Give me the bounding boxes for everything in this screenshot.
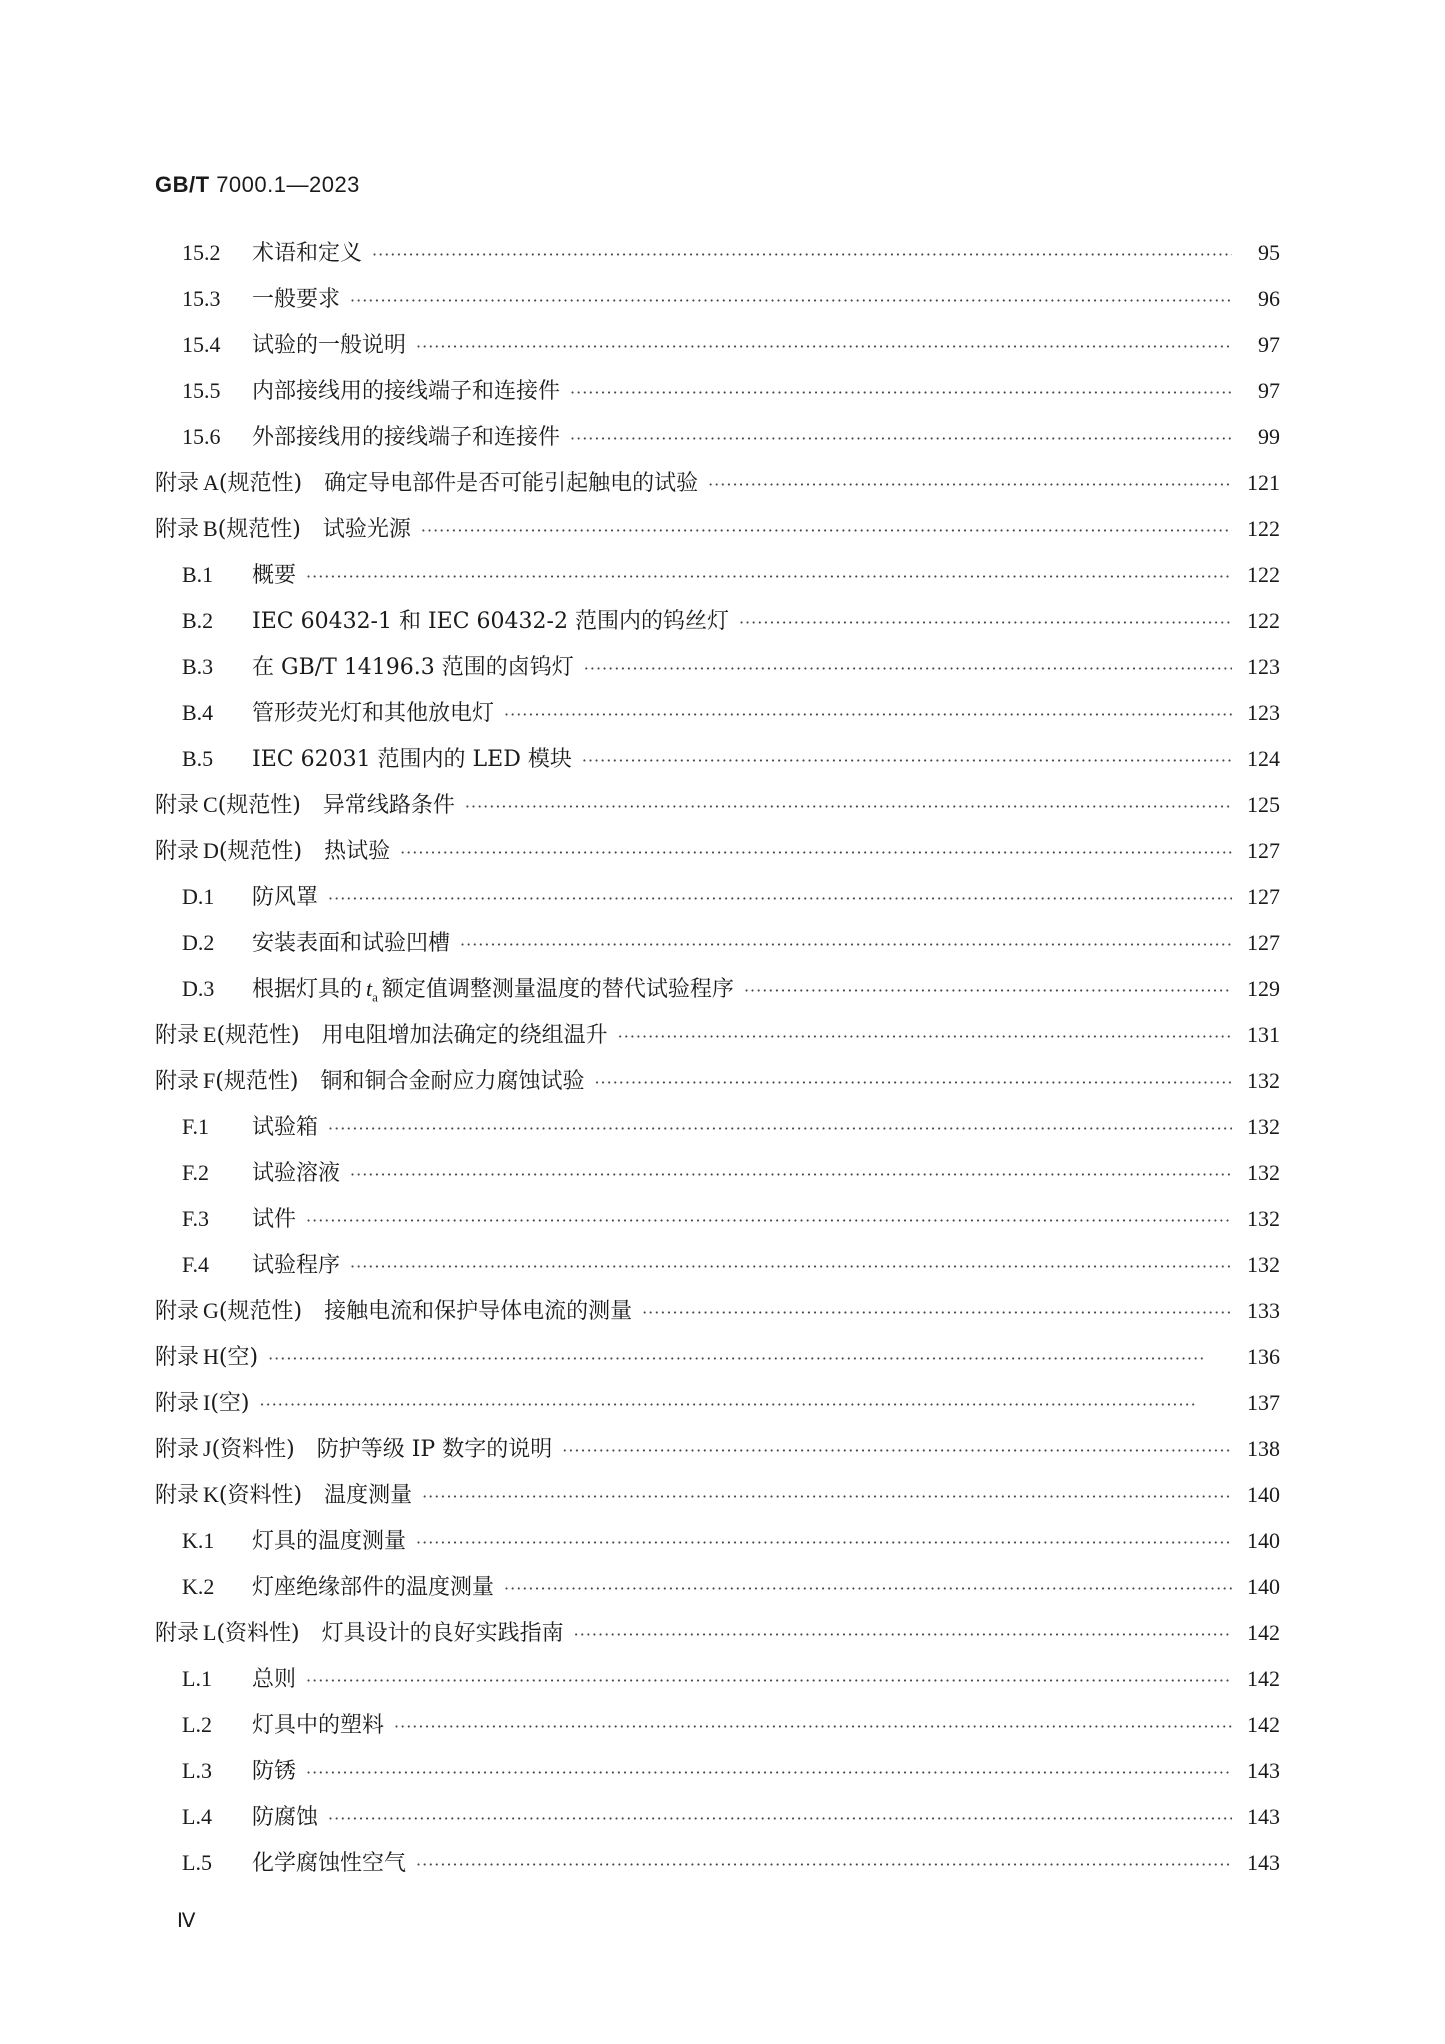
toc-entry[interactable] (155, 328, 1280, 374)
toc-entry[interactable] (155, 1616, 1280, 1662)
toc-title: 用电阻增加法确定的绕组温升 (321, 1023, 608, 1048)
toc-page-number: 122 (1247, 516, 1280, 541)
toc-annex-kind: (规范性) (218, 839, 303, 864)
toc-dot-leader (394, 1717, 1232, 1736)
toc-annex-letter: A (203, 470, 219, 495)
toc-title: 温度测量 (324, 1483, 413, 1508)
toc-section-number: K.1 (182, 1528, 215, 1553)
toc-title: 化学腐蚀性空气 (252, 1851, 407, 1876)
toc-entry[interactable] (155, 1156, 1280, 1202)
toc-annex-kind: (规范性) (215, 1069, 299, 1094)
toc-entry[interactable] (155, 1110, 1280, 1156)
toc-annex-letter: F (203, 1068, 216, 1093)
toc-section-number: B.1 (182, 562, 214, 587)
toc-section-number: K.2 (182, 1574, 215, 1599)
toc-page-number: 95 (1258, 240, 1280, 265)
toc-page-number: 125 (1247, 792, 1280, 817)
toc-entry[interactable] (155, 604, 1280, 650)
toc-annex-label: 附录 (155, 1437, 200, 1462)
toc-dot-leader (306, 1211, 1232, 1230)
toc-annex-kind: (规范性) (218, 471, 303, 496)
toc-dot-leader (570, 429, 1232, 448)
toc-page-number: 129 (1247, 976, 1280, 1001)
toc-page-number: 142 (1247, 1666, 1280, 1691)
toc-entry[interactable] (155, 1432, 1280, 1478)
toc-section-number: 15.4 (182, 332, 221, 357)
toc-entry[interactable] (155, 374, 1280, 420)
toc-dot-leader (708, 475, 1232, 494)
toc-page-number: 143 (1247, 1758, 1280, 1783)
toc-section-number: 15.3 (182, 286, 221, 311)
toc-title: 试验光源 (322, 517, 411, 542)
ta-symbol-main: t (366, 976, 373, 1001)
toc-dot-leader (328, 1809, 1232, 1828)
toc-dot-leader (584, 659, 1232, 678)
toc-dot-leader (422, 1487, 1232, 1506)
toc-dot-leader (260, 1395, 1232, 1414)
toc-title: 防锈 (252, 1759, 297, 1784)
toc-section-number: F.2 (182, 1160, 209, 1185)
toc-dot-leader (739, 613, 1232, 632)
toc-page-number: 124 (1247, 746, 1280, 771)
toc-annex-label: 附录 (155, 1621, 200, 1646)
toc-title: 一般要求 (252, 287, 341, 312)
toc-entry[interactable] (155, 972, 1280, 1018)
toc-page-number: 136 (1247, 1344, 1280, 1369)
toc-title: 异常线路条件 (322, 793, 455, 818)
toc-dot-leader (328, 889, 1232, 908)
toc-entry[interactable] (155, 512, 1280, 558)
toc-dot-leader (504, 1579, 1232, 1598)
ta-symbol (366, 976, 378, 1005)
toc-annex-label: 附录 (155, 1391, 200, 1416)
toc-entry[interactable] (155, 466, 1280, 512)
toc-page-number: 123 (1247, 700, 1280, 725)
toc-page-number: 97 (1258, 378, 1280, 403)
toc-dot-leader (400, 843, 1232, 862)
toc-dot-leader (562, 1441, 1232, 1460)
toc-title: 试验溶液 (252, 1161, 341, 1186)
toc-title: 灯具的温度测量 (252, 1529, 407, 1554)
toc-entry[interactable] (155, 788, 1280, 834)
toc-page-number: 132 (1247, 1114, 1280, 1139)
toc-entry[interactable] (155, 1018, 1280, 1064)
toc-entry[interactable] (155, 1524, 1280, 1570)
toc-annex-label: 附录 (155, 1069, 200, 1094)
toc-page-number: 142 (1247, 1712, 1280, 1737)
toc-section-number: L.4 (182, 1804, 212, 1829)
toc-dot-leader (421, 521, 1232, 540)
toc-entry[interactable] (155, 834, 1280, 880)
toc-page-number: 140 (1247, 1528, 1280, 1553)
toc-annex-label: 附录 (155, 471, 200, 496)
toc-title: 总则 (252, 1667, 297, 1692)
toc-page-number: 132 (1247, 1252, 1280, 1277)
toc-section-number: 15.5 (182, 378, 221, 403)
toc-section-number: L.2 (182, 1712, 212, 1737)
toc-entry[interactable] (155, 1248, 1280, 1294)
toc-page-number: 138 (1247, 1436, 1280, 1461)
toc-page-number: 127 (1247, 838, 1280, 863)
toc-page-number: 122 (1247, 562, 1280, 587)
toc-annex-label: 附录 (155, 793, 200, 818)
toc-annex-kind: (空) (210, 1391, 250, 1416)
toc-entry[interactable] (155, 1202, 1280, 1248)
toc-annex-letter: C (203, 792, 218, 817)
toc-dot-leader (594, 1073, 1232, 1092)
toc-title: 防腐蚀 (252, 1805, 319, 1830)
toc-title: 灯具中的塑料 (252, 1713, 385, 1738)
toc-annex-label: 附录 (155, 1023, 200, 1048)
toc-title: 防风罩 (252, 885, 319, 910)
toc-annex-letter: I (203, 1390, 211, 1415)
toc-entry[interactable] (155, 1708, 1280, 1754)
toc-dot-leader (416, 1855, 1232, 1874)
toc-entry[interactable] (155, 696, 1280, 742)
toc-dot-leader (350, 291, 1232, 310)
standard-code: GB/T (155, 172, 210, 197)
toc-dot-leader (372, 245, 1232, 264)
toc-annex-letter: L (203, 1620, 217, 1645)
toc-entry[interactable] (155, 1662, 1280, 1708)
toc-section-number: B.3 (182, 654, 214, 679)
toc-section-number: 15.6 (182, 424, 221, 449)
toc-dot-leader (570, 383, 1232, 402)
toc-dot-leader (416, 1533, 1232, 1552)
toc-title: 内部接线用的接线端子和连接件 (252, 379, 561, 404)
toc-annex-kind: (规范性) (217, 793, 301, 818)
toc-page-number: 127 (1247, 930, 1280, 955)
toc-title: IEC 60432-1 和 IEC 60432-2 范围内的钨丝灯 (252, 609, 729, 634)
toc-annex-letter: J (203, 1436, 212, 1461)
toc-title: 灯具设计的良好实践指南 (321, 1621, 564, 1646)
page-number: Ⅳ (177, 1910, 196, 1932)
toc-entry[interactable] (155, 1570, 1280, 1616)
toc-section-number: F.3 (182, 1206, 209, 1231)
toc-annex-kind: (规范性) (217, 517, 301, 542)
toc-entry[interactable] (155, 1386, 1280, 1432)
toc-section-number: 15.2 (182, 240, 221, 265)
toc-title: 术语和定义 (252, 241, 363, 266)
toc-title (252, 972, 734, 1005)
toc-title-part: 根据灯具的 (252, 977, 363, 1002)
toc-entry[interactable] (155, 1478, 1280, 1524)
toc-entry[interactable] (155, 1846, 1280, 1892)
toc-entry[interactable] (155, 1294, 1280, 1340)
toc-page-number: 96 (1258, 286, 1280, 311)
toc-entry[interactable] (155, 1800, 1280, 1846)
toc-dot-leader (465, 797, 1232, 816)
toc-dot-leader (328, 1119, 1232, 1138)
toc-annex-kind: (规范性) (218, 1299, 303, 1324)
toc-annex-kind: (规范性) (216, 1023, 300, 1048)
toc-page-number: 140 (1247, 1574, 1280, 1599)
toc-dot-leader (460, 935, 1232, 954)
toc-title: 安装表面和试验凹槽 (252, 931, 451, 956)
toc-page-number: 97 (1258, 332, 1280, 357)
toc-page-number: 99 (1258, 424, 1280, 449)
toc-annex-kind: (资料性) (218, 1483, 303, 1508)
toc-title: 概要 (252, 563, 297, 588)
toc-entry[interactable] (155, 1064, 1280, 1110)
toc-title: 在 GB/T 14196.3 范围的卤钨灯 (252, 655, 574, 680)
toc-page-number: 121 (1247, 470, 1280, 495)
toc-title: 试验的一般说明 (252, 333, 407, 358)
toc-title: 铜和铜合金耐应力腐蚀试验 (320, 1069, 585, 1094)
toc-annex-label: 附录 (155, 1483, 200, 1508)
toc-dot-leader (306, 567, 1232, 586)
toc-title: 外部接线用的接线端子和连接件 (252, 425, 561, 450)
toc-annex-kind: (资料性) (216, 1621, 300, 1646)
toc-page-number: 142 (1247, 1620, 1280, 1645)
toc-dot-leader (268, 1349, 1232, 1368)
toc-dot-leader (416, 337, 1232, 356)
toc-annex-letter: B (203, 516, 218, 541)
toc-dot-leader (306, 1763, 1232, 1782)
toc-title-part: 额定值调整测量温度的替代试验程序 (381, 977, 734, 1002)
toc-page-number: 123 (1247, 654, 1280, 679)
toc-title: 热试验 (324, 839, 391, 864)
toc-section-number: L.1 (182, 1666, 212, 1691)
toc-title: 接触电流和保护导体电流的测量 (324, 1299, 633, 1324)
toc-entry[interactable] (155, 880, 1280, 926)
toc-title: 防护等级 IP 数字的说明 (316, 1437, 553, 1462)
toc-annex-letter: K (203, 1482, 219, 1507)
toc-page-number: 132 (1247, 1068, 1280, 1093)
toc-dot-leader (582, 751, 1232, 770)
toc-section-number: F.1 (182, 1114, 209, 1139)
toc-dot-leader (350, 1165, 1232, 1184)
toc-dot-leader (306, 1671, 1232, 1690)
toc-entry[interactable] (155, 236, 1280, 282)
toc-page-number: 137 (1247, 1390, 1280, 1415)
toc-section-number: D.2 (182, 930, 215, 955)
toc-section-number: D.1 (182, 884, 215, 909)
standard-header (155, 172, 360, 198)
toc-section-number: F.4 (182, 1252, 209, 1277)
toc-page-number: 131 (1247, 1022, 1280, 1047)
toc-entry[interactable] (155, 1340, 1280, 1386)
toc-dot-leader (642, 1303, 1232, 1322)
toc-section-number: B.4 (182, 700, 214, 725)
toc-page-number: 143 (1247, 1850, 1280, 1875)
toc-annex-letter: E (203, 1022, 217, 1047)
toc-entry[interactable] (155, 558, 1280, 604)
toc-annex-kind: (空) (218, 1345, 259, 1370)
toc-page-number: 127 (1247, 884, 1280, 909)
toc-page-number: 132 (1247, 1206, 1280, 1231)
toc-section-number: L.3 (182, 1758, 212, 1783)
toc-dot-leader (574, 1625, 1232, 1644)
toc-dot-leader (744, 981, 1232, 1000)
toc-page-number: 122 (1247, 608, 1280, 633)
toc-title: 管形荧光灯和其他放电灯 (252, 701, 495, 726)
standard-number: 7000.1—2023 (216, 172, 360, 197)
toc-title: 试验箱 (252, 1115, 319, 1140)
toc-annex-label: 附录 (155, 1345, 200, 1370)
toc-dot-leader (350, 1257, 1232, 1276)
toc-section-number: B.5 (182, 746, 214, 771)
toc-page-number: 133 (1247, 1298, 1280, 1323)
toc-entry[interactable] (155, 1754, 1280, 1800)
toc-page-number: 143 (1247, 1804, 1280, 1829)
toc-annex-label: 附录 (155, 839, 200, 864)
toc-entry[interactable] (155, 420, 1280, 466)
toc-section-number: L.5 (182, 1850, 212, 1875)
toc-annex-letter: D (203, 838, 219, 863)
toc-dot-leader (618, 1027, 1232, 1046)
toc-title: 试件 (252, 1207, 297, 1232)
toc-entry[interactable] (155, 742, 1280, 788)
toc-title: 灯座绝缘部件的温度测量 (252, 1575, 495, 1600)
toc-section-number: B.2 (182, 608, 214, 633)
toc-dot-leader (504, 705, 1232, 724)
toc-entry[interactable] (155, 926, 1280, 972)
toc-entry[interactable] (155, 282, 1280, 328)
toc-section-number: D.3 (182, 976, 215, 1001)
toc-annex-letter: G (203, 1298, 219, 1323)
toc-annex-label: 附录 (155, 517, 200, 542)
toc-annex-letter: H (203, 1344, 219, 1369)
toc-annex-label: 附录 (155, 1299, 200, 1324)
toc-title: IEC 62031 范围内的 LED 模块 (252, 747, 572, 772)
toc-entry[interactable] (155, 650, 1280, 696)
toc-title: 确定导电部件是否可能引起触电的试验 (324, 471, 699, 496)
toc-page-number: 132 (1247, 1160, 1280, 1185)
toc-page-number: 140 (1247, 1482, 1280, 1507)
ta-symbol-subscript: a (372, 989, 378, 1005)
toc-title: 试验程序 (252, 1253, 341, 1278)
table-of-contents (155, 236, 1280, 1892)
toc-annex-kind: (资料性) (211, 1437, 295, 1462)
